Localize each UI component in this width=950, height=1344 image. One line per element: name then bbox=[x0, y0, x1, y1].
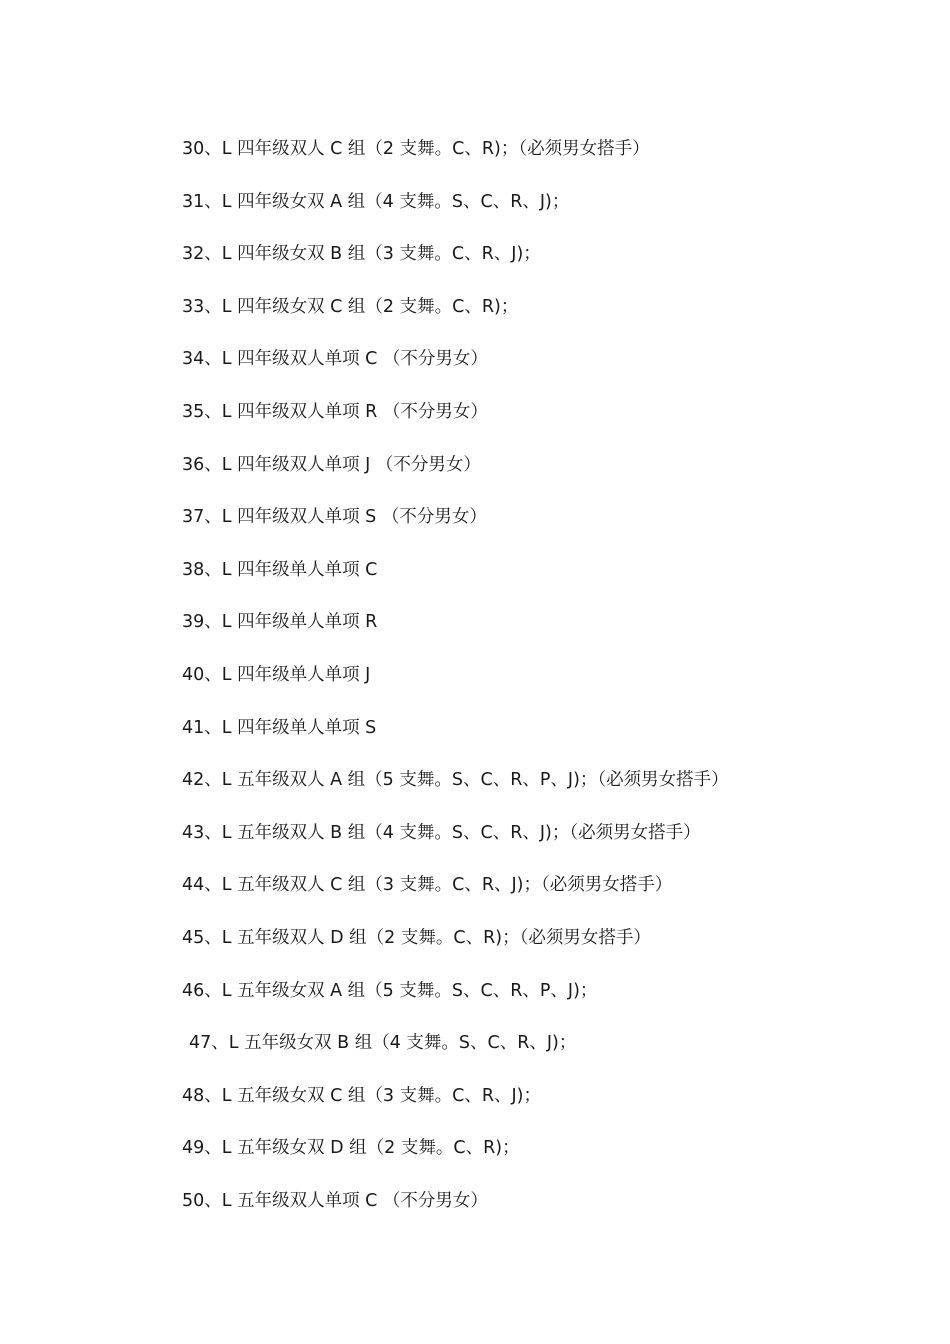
list-item: 30、L 四年级双人 C 组（2 支舞。C、R)；（必须男女搭手） bbox=[182, 139, 650, 159]
list-item: 37、L 四年级双人单项 S （不分男女） bbox=[182, 507, 487, 528]
list-item: 33、L 四年级女双 C 组（2 支舞。C、R)； bbox=[182, 296, 519, 317]
list-item: 43、L 五年级双人 B 组（4 支舞。S、C、R、J)；（必须男女搭手） bbox=[182, 822, 701, 843]
list-item: 38、L 四年级单人单项 C bbox=[182, 559, 378, 580]
list-item: 36、L 四年级双人单项 J （不分男女） bbox=[182, 454, 481, 475]
list-item: 39、L 四年级单人单项 R bbox=[182, 612, 378, 633]
list-item: 47、L 五年级女双 B 组（4 支舞。S、C、R、J)； bbox=[189, 1033, 577, 1054]
list-item: 44、L 五年级双人 C 组（3 支舞。C、R、J)；（必须男女搭手） bbox=[182, 875, 673, 896]
list-item: 46、L 五年级女双 A 组（5 支舞。S、C、R、P、J)； bbox=[182, 980, 598, 1001]
list-item: 34、L 四年级双人单项 C （不分男女） bbox=[182, 349, 488, 370]
list-item: 50、L 五年级双人单项 C （不分男女） bbox=[182, 1190, 488, 1211]
list-item: 45、L 五年级双人 D 组（2 支舞。C、R)；（必须男女搭手） bbox=[182, 927, 651, 948]
list-item: 32、L 四年级女双 B 组（3 支舞。C、R、J)； bbox=[182, 244, 541, 265]
event-list bbox=[182, 134, 729, 1238]
list-item: 35、L 四年级双人单项 R （不分男女） bbox=[182, 401, 488, 422]
list-item: 31、L 四年级女双 A 组（4 支舞。S、C、R、J)； bbox=[182, 191, 570, 212]
list-item: 41、L 四年级单人单项 S bbox=[182, 717, 377, 738]
list-item: 42、L 五年级双人 A 组（5 支舞。S、C、R、P、J)；（必须男女搭手） bbox=[182, 770, 729, 791]
list-item: 40、L 四年级单人单项 J bbox=[182, 664, 371, 685]
list-item: 48、L 五年级女双 C 组（3 支舞。C、R、J)； bbox=[182, 1085, 541, 1106]
list-item: 49、L 五年级女双 D 组（2 支舞。C、R)； bbox=[182, 1138, 520, 1159]
